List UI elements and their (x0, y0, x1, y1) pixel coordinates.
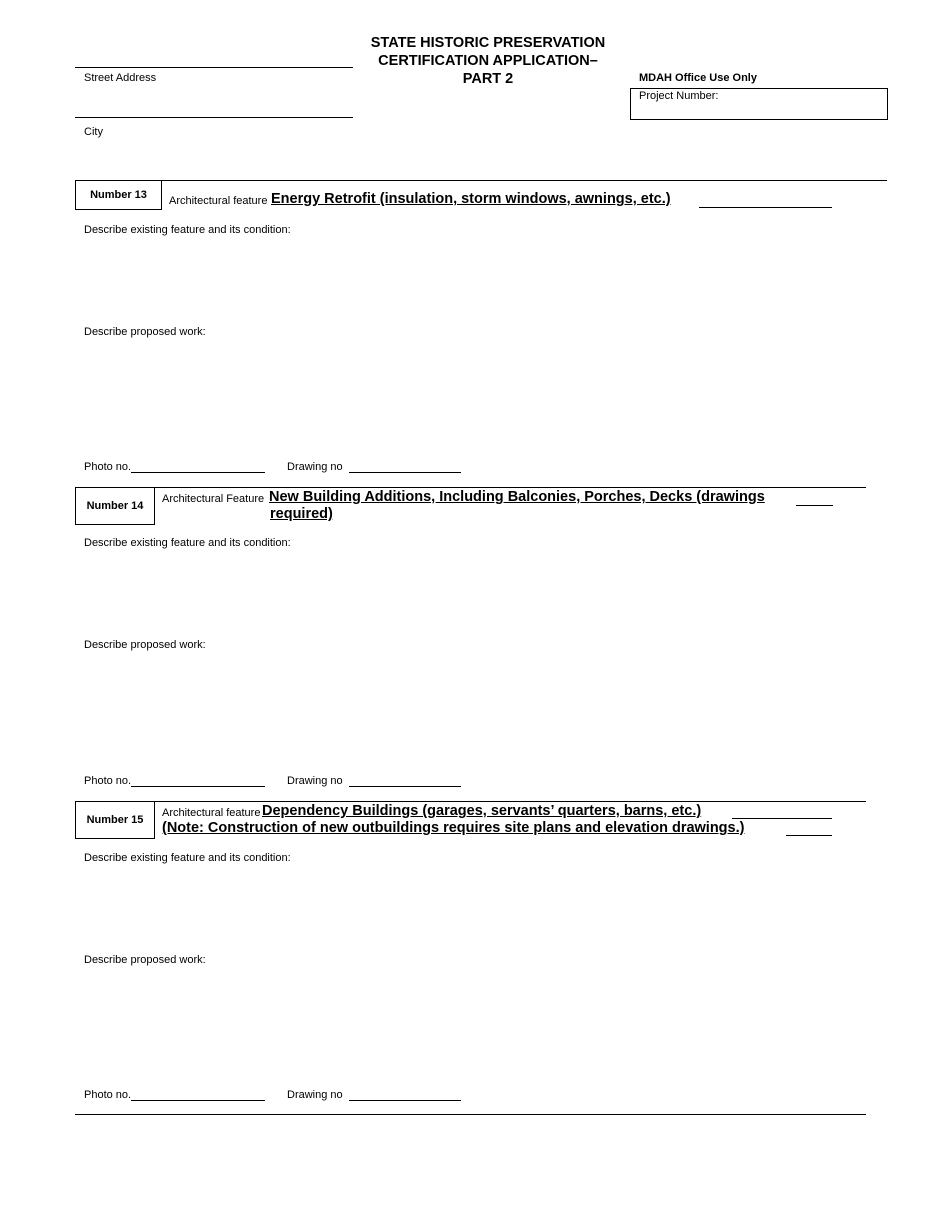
section-15-proposed-label: Describe proposed work: (84, 954, 206, 966)
section-13-feature-line-1: Energy Retrofit (insulation, storm windows, awnings, etc.) (271, 191, 671, 207)
section-15-feature-line-2: (Note: Construction of new outbuildings requires site plans and elevation drawings.) (162, 820, 745, 836)
project-number-box[interactable] (630, 88, 888, 120)
section-15-feature-fill-line (732, 818, 832, 819)
section-13-photo-label: Photo no. (84, 461, 132, 473)
city-input-line[interactable] (75, 117, 353, 118)
section-13-feature-label: Architectural feature (169, 195, 268, 207)
section-14-drawing-input-line[interactable] (349, 786, 461, 787)
section-13-drawing-label: Drawing no (287, 461, 343, 473)
section-14-feature-title (269, 489, 765, 523)
section-13-drawing-input-line[interactable] (349, 472, 461, 473)
section-13-feature-fill-line (699, 207, 832, 208)
office-use-heading: MDAH Office Use Only (639, 72, 757, 84)
section-15-existing-label: Describe existing feature and its condition: (84, 852, 291, 864)
section-14-proposed-label: Describe proposed work: (84, 639, 206, 651)
section-15-photo-label: Photo no. (84, 1089, 132, 1101)
section-14-feature-line-2: required) (270, 506, 333, 522)
title-line-2: CERTIFICATION APPLICATION– (378, 53, 598, 69)
section-14-feature-label: Architectural Feature (162, 493, 265, 505)
section-15-feature-label: Architectural feature (162, 807, 261, 819)
section-15-feature-fill-line-2 (786, 835, 832, 836)
section-14-feature-fill-line (796, 505, 833, 506)
section-13-existing-label: Describe existing feature and its condition: (84, 224, 291, 236)
section-14-photo-input-line[interactable] (131, 786, 265, 787)
section-15-drawing-input-line[interactable] (349, 1100, 461, 1101)
section-13-top-rule (75, 180, 887, 181)
section-13-proposed-label: Describe proposed work: (84, 326, 206, 338)
section-15-number-box: Number 15 (75, 801, 155, 839)
section-13-photo-input-line[interactable] (131, 472, 265, 473)
section-14-number-box: Number 14 (75, 487, 155, 525)
city-label: City (84, 126, 103, 138)
section-14-feature-line-1: New Building Additions, Including Balconies, Porches, Decks (drawings (269, 489, 765, 505)
section-14-existing-label: Describe existing feature and its condition: (84, 537, 291, 549)
section-14-top-rule (75, 487, 866, 488)
section-15-photo-input-line[interactable] (131, 1100, 265, 1101)
section-15-drawing-label: Drawing no (287, 1089, 343, 1101)
title-line-3: PART 2 (462, 71, 514, 87)
section-15-feature-line-1: Dependency Buildings (garages, servants’ quarters, barns, etc.) (262, 803, 702, 819)
section-15-top-rule (75, 801, 866, 802)
project-number-label: Project Number: (639, 90, 719, 102)
street-address-label: Street Address (84, 72, 157, 84)
section-14-drawing-label: Drawing no (287, 775, 343, 787)
title-line-1: STATE HISTORIC PRESERVATION (370, 35, 606, 51)
form-title (346, 34, 630, 88)
section-13-feature-title (271, 191, 671, 208)
section-14-photo-label: Photo no. (84, 775, 132, 787)
form-bottom-rule (75, 1114, 866, 1115)
street-address-input-line[interactable] (75, 67, 353, 68)
section-13-number-box: Number 13 (75, 180, 162, 210)
